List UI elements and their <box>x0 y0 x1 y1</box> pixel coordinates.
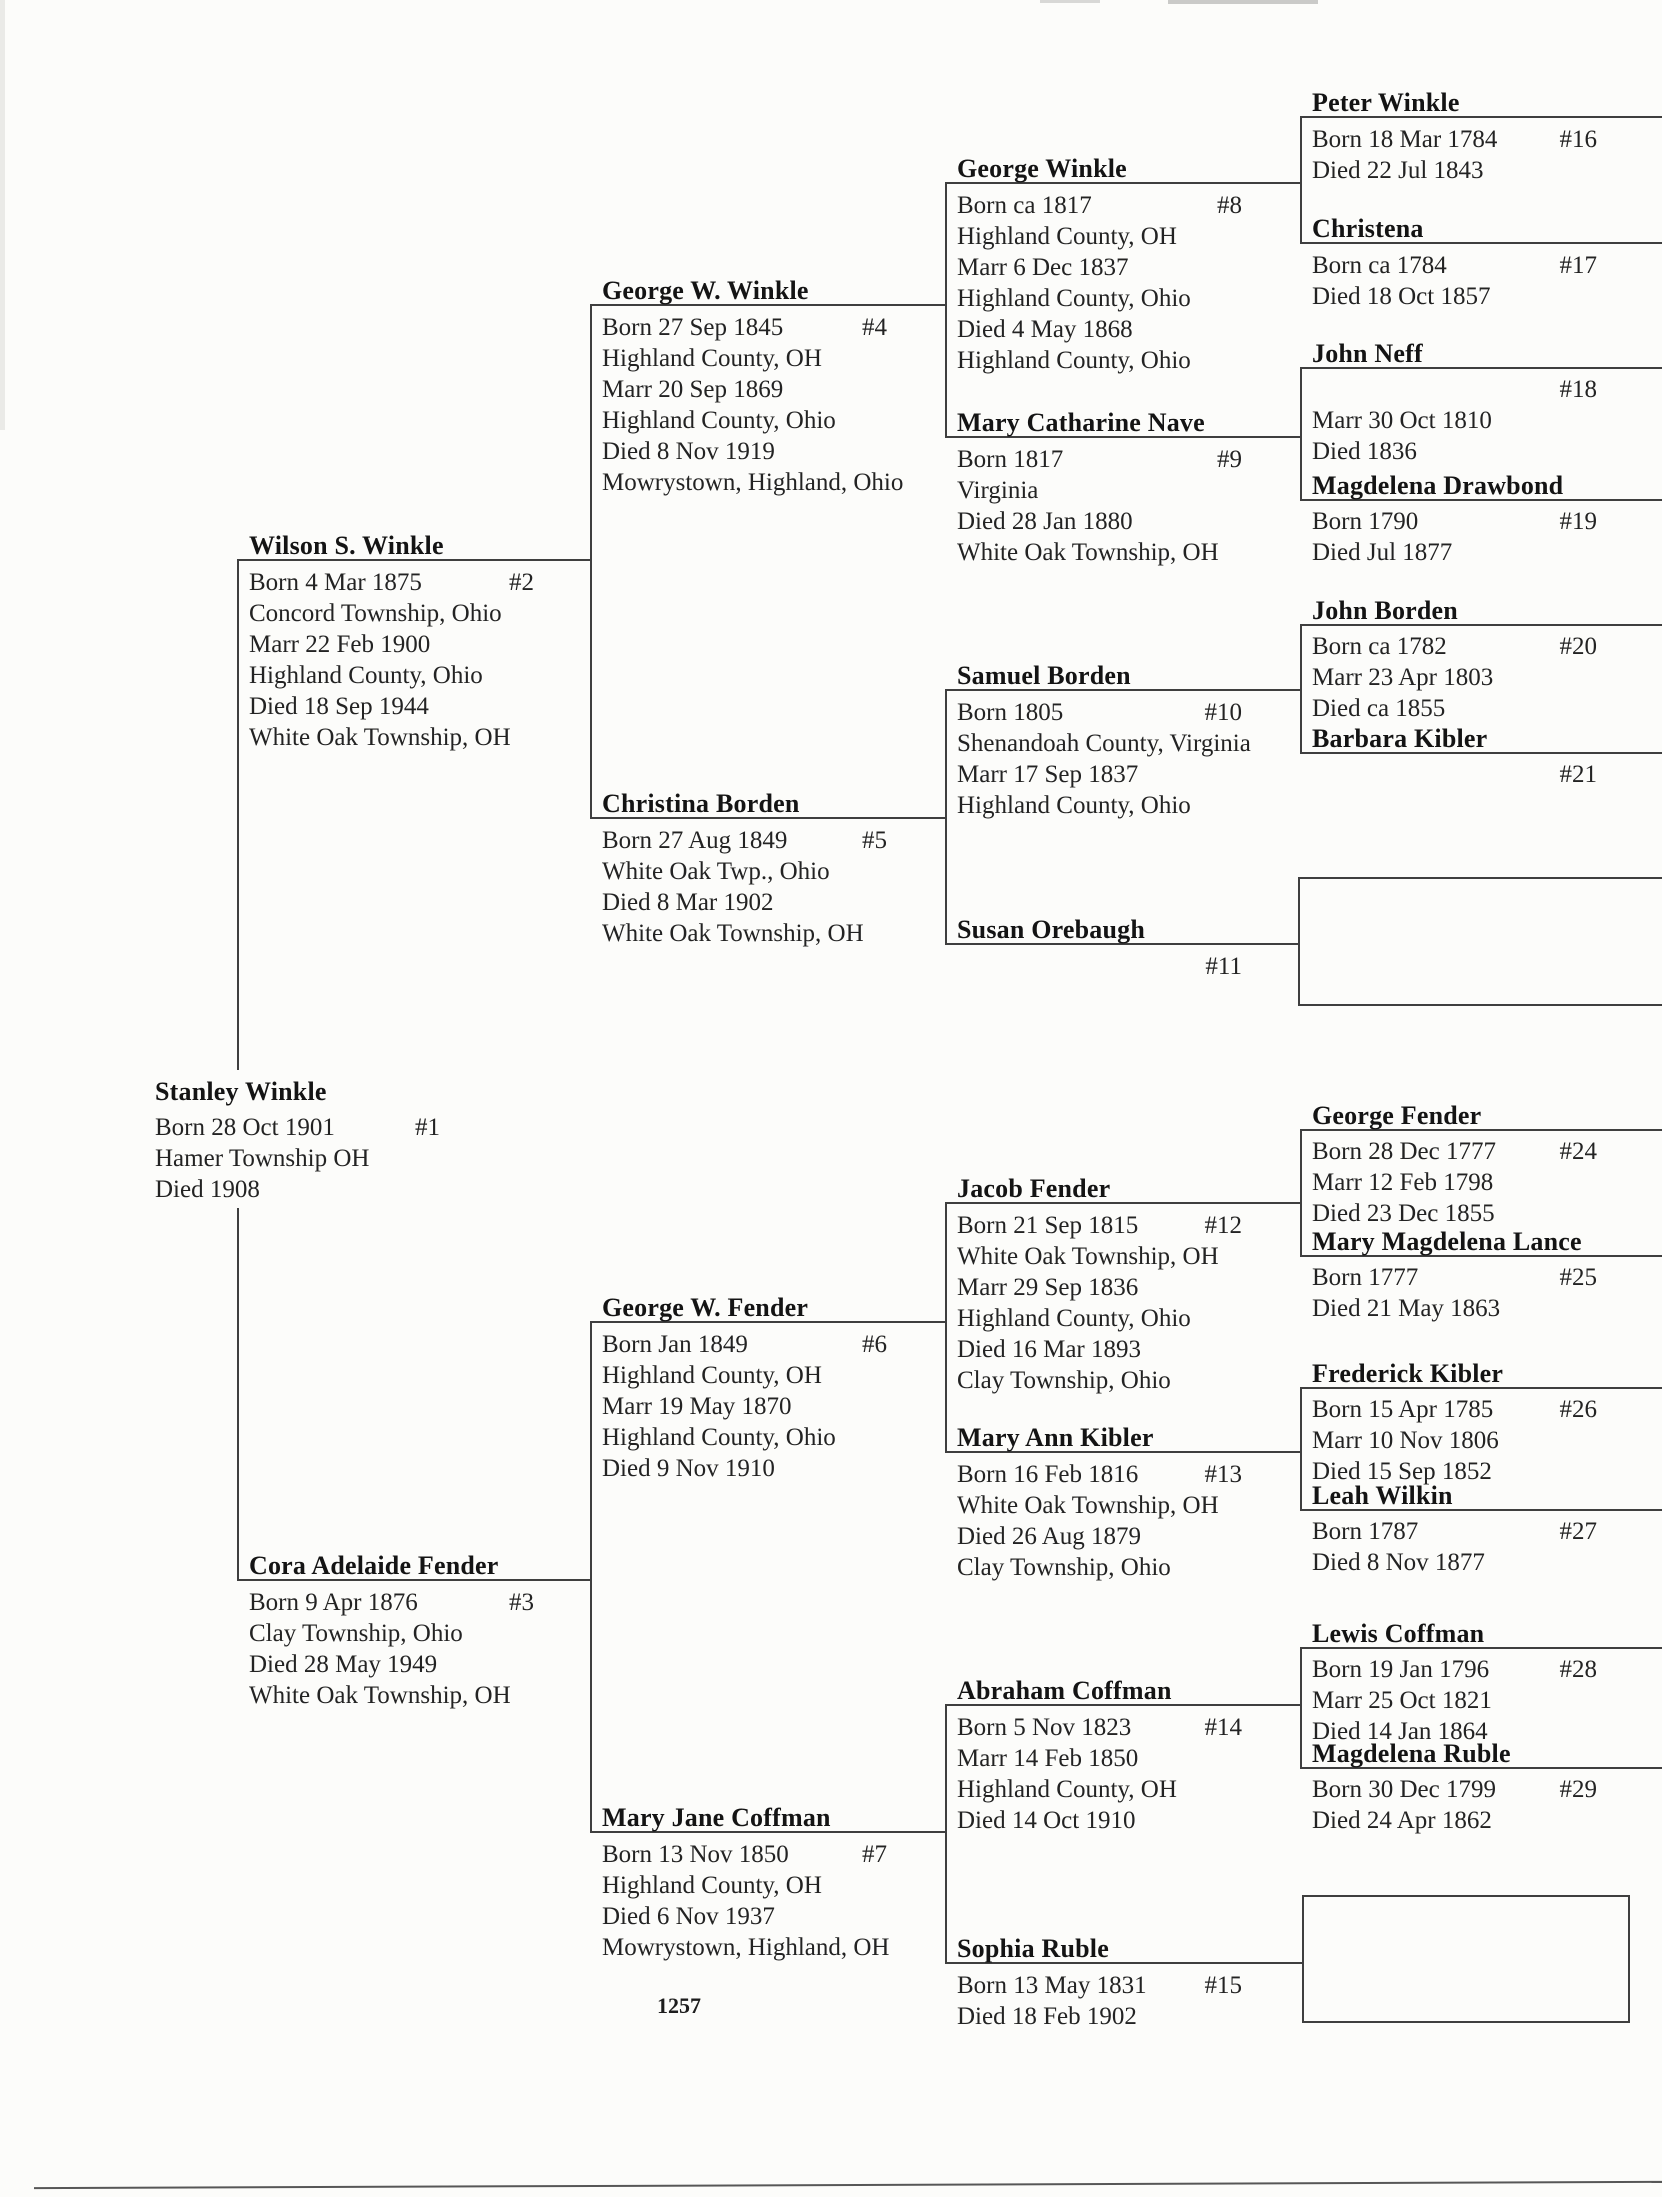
connector-gen3-winkle <box>590 304 592 819</box>
person-name-magdelena-drawbond: Magdelena Drawbond <box>1312 471 1564 500</box>
detail-text: Born 13 Nov 1850 <box>602 1841 789 1868</box>
connector-gen3-fender <box>590 1321 592 1833</box>
detail-line: Clay Township, Ohio <box>957 1554 1171 1581</box>
detail-line: White Oak Township, OH <box>249 1682 511 1709</box>
ancestor-number: #2 <box>509 569 534 596</box>
detail-line: White Oak Township, OH <box>249 724 511 751</box>
ancestor-number: #14 <box>1204 1714 1242 1741</box>
person-name-peter-winkle: Peter Winkle <box>1312 88 1460 117</box>
detail-line: Highland County, Ohio <box>602 1424 836 1451</box>
person-details-frederick-kibler <box>1312 1394 1597 1487</box>
person-details-stanley-winkle <box>155 1112 440 1205</box>
person-name-magdelena-ruble: Magdelena Ruble <box>1312 1739 1511 1768</box>
detail-text: Born 1790 <box>1312 508 1419 535</box>
detail-line: Died 18 Oct 1857 <box>1312 283 1491 310</box>
person-details-mary-jane-coffman <box>602 1839 890 1963</box>
detail-line: Died 16 Mar 1893 <box>957 1336 1141 1363</box>
detail-line: Highland County, OH <box>602 345 822 372</box>
detail-text: Born 28 Dec 1777 <box>1312 1138 1496 1165</box>
person-name-abraham-coffman: Abraham Coffman <box>957 1676 1172 1705</box>
detail-line: Virginia <box>957 477 1039 504</box>
detail-line: Marr 22 Feb 1900 <box>249 631 431 658</box>
connector-gen2 <box>237 559 239 1070</box>
empty-box-orebaugh-left <box>1298 877 1300 1006</box>
detail-line: Died 6 Nov 1937 <box>602 1903 775 1930</box>
detail-line: Died 18 Sep 1944 <box>249 693 429 720</box>
detail-line <box>957 1970 1242 2001</box>
detail-line: Died 24 Apr 1862 <box>1312 1807 1492 1834</box>
detail-line: Died 4 May 1868 <box>957 316 1133 343</box>
detail-line: Marr 12 Feb 1798 <box>1312 1169 1494 1196</box>
connector-gen5-4 <box>1300 1129 1302 1257</box>
person-details-cora-adelaide-fender <box>249 1587 534 1711</box>
person-name-george-w-fender: George W. Fender <box>602 1293 809 1322</box>
detail-text: Born 18 Mar 1784 <box>1312 126 1498 153</box>
detail-line: Died 21 May 1863 <box>1312 1295 1501 1322</box>
detail-line: Concord Township, Ohio <box>249 600 502 627</box>
person-details-sophia-ruble <box>957 1970 1242 2032</box>
ancestor-number: #6 <box>862 1331 887 1358</box>
detail-line <box>1312 374 1597 405</box>
detail-line: Died 9 Nov 1910 <box>602 1455 775 1482</box>
detail-line <box>602 1329 887 1360</box>
detail-line: Highland County, OH <box>602 1872 822 1899</box>
person-details-lewis-coffman <box>1312 1654 1597 1747</box>
detail-line <box>1312 759 1597 790</box>
person-name-wilson-s-winkle: Wilson S. Winkle <box>249 531 444 560</box>
person-details-george-fender <box>1312 1136 1597 1229</box>
ancestor-number: #12 <box>1204 1212 1242 1239</box>
detail-text: Born 16 Feb 1816 <box>957 1461 1139 1488</box>
detail-line: Highland County, OH <box>602 1362 822 1389</box>
detail-line: Died 8 Nov 1877 <box>1312 1549 1485 1576</box>
detail-line: White Oak Township, OH <box>957 1243 1219 1270</box>
detail-line: White Oak Township, OH <box>602 920 864 947</box>
person-details-john-neff <box>1312 374 1597 467</box>
ancestor-number: #8 <box>1217 192 1242 219</box>
detail-line: Hamer Township OH <box>155 1145 370 1172</box>
detail-line: Highland County, Ohio <box>957 285 1191 312</box>
detail-line <box>249 567 534 598</box>
connector-gen5-6 <box>1300 1647 1302 1769</box>
detail-line: Marr 10 Nov 1806 <box>1312 1427 1499 1454</box>
detail-line <box>1312 1516 1597 1547</box>
detail-line: Highland County, Ohio <box>957 792 1191 819</box>
connector-gen4-borden <box>945 689 947 945</box>
ancestor-number: #27 <box>1559 1518 1597 1545</box>
person-name-john-borden: John Borden <box>1312 596 1458 625</box>
detail-text: Born 27 Aug 1849 <box>602 827 788 854</box>
detail-line: Died 1908 <box>155 1176 260 1203</box>
person-details-leah-wilkin <box>1312 1516 1597 1578</box>
person-details-george-w-winkle <box>602 312 903 498</box>
ancestor-number: #10 <box>1204 699 1242 726</box>
connector-gen4-fender <box>945 1202 947 1453</box>
ancestor-number: #26 <box>1559 1396 1597 1423</box>
detail-line <box>1312 250 1597 281</box>
person-details-barbara-kibler <box>1312 759 1597 790</box>
person-details-susan-orebaugh <box>957 951 1242 982</box>
ancestor-number: #20 <box>1559 633 1597 660</box>
ancestor-number: #19 <box>1559 508 1597 535</box>
person-name-mary-magdelena-lance: Mary Magdelena Lance <box>1312 1227 1582 1256</box>
detail-line <box>957 697 1242 728</box>
ancestor-number: #5 <box>862 827 887 854</box>
person-details-magdelena-ruble <box>1312 1774 1597 1836</box>
ancestor-number: #17 <box>1559 252 1597 279</box>
person-name-mary-ann-kibler: Mary Ann Kibler <box>957 1423 1154 1452</box>
person-details-christena <box>1312 250 1597 312</box>
detail-line <box>1312 1654 1597 1685</box>
detail-line: Died 23 Dec 1855 <box>1312 1200 1495 1227</box>
person-name-george-winkle: George Winkle <box>957 154 1127 183</box>
connector-gen5-2 <box>1300 367 1302 501</box>
detail-line: Marr 6 Dec 1837 <box>957 254 1129 281</box>
detail-line: Highland County, Ohio <box>957 1305 1191 1332</box>
detail-text: Born ca 1782 <box>1312 633 1447 660</box>
ancestor-number: #7 <box>862 1841 887 1868</box>
ancestor-number: #3 <box>509 1589 534 1616</box>
person-name-mary-jane-coffman: Mary Jane Coffman <box>602 1803 831 1832</box>
detail-line: Highland County, OH <box>957 223 1177 250</box>
person-name-christena: Christena <box>1312 214 1424 243</box>
detail-line: Marr 14 Feb 1850 <box>957 1745 1139 1772</box>
detail-line: Died 14 Jan 1864 <box>1312 1718 1488 1745</box>
ancestor-number: #28 <box>1559 1656 1597 1683</box>
detail-line: Clay Township, Ohio <box>249 1620 463 1647</box>
detail-line: Died 8 Mar 1902 <box>602 889 774 916</box>
detail-text: Born ca 1784 <box>1312 252 1447 279</box>
detail-line: Marr 23 Apr 1803 <box>1312 664 1494 691</box>
detail-line: White Oak Township, OH <box>957 539 1219 566</box>
ancestor-number: #24 <box>1559 1138 1597 1165</box>
person-details-mary-ann-kibler <box>957 1459 1242 1583</box>
detail-text: Born ca 1817 <box>957 192 1092 219</box>
detail-line: Died 8 Nov 1919 <box>602 438 775 465</box>
person-details-jacob-fender <box>957 1210 1242 1396</box>
detail-line: Highland County, Ohio <box>602 407 836 434</box>
person-details-george-winkle <box>957 190 1242 376</box>
detail-text: Born 28 Oct 1901 <box>155 1114 335 1141</box>
detail-line: Highland County, OH <box>957 1776 1177 1803</box>
detail-line: Died 26 Aug 1879 <box>957 1523 1142 1550</box>
person-name-barbara-kibler: Barbara Kibler <box>1312 724 1488 753</box>
person-name-christina-borden: Christina Borden <box>602 789 800 818</box>
detail-line: Marr 19 May 1870 <box>602 1393 792 1420</box>
person-name-cora-adelaide-fender: Cora Adelaide Fender <box>249 1551 499 1580</box>
ancestor-number: #16 <box>1559 126 1597 153</box>
scan-artifact-top-smudge-2 <box>1040 0 1100 3</box>
person-details-abraham-coffman <box>957 1712 1242 1836</box>
person-name-john-neff: John Neff <box>1312 339 1423 368</box>
detail-line: Died ca 1855 <box>1312 695 1446 722</box>
person-name-sophia-ruble: Sophia Ruble <box>957 1934 1109 1963</box>
scan-artifact-bottom-line <box>34 2181 1662 2189</box>
detail-line <box>957 190 1242 221</box>
person-details-wilson-s-winkle <box>249 567 534 753</box>
person-details-magdelena-drawbond <box>1312 506 1597 568</box>
person-name-lewis-coffman: Lewis Coffman <box>1312 1619 1485 1648</box>
scan-artifact-top-smudge <box>1168 0 1318 4</box>
detail-line <box>249 1587 534 1618</box>
detail-line <box>1312 506 1597 537</box>
detail-line <box>602 312 887 343</box>
detail-line: Died 18 Feb 1902 <box>957 2003 1137 2030</box>
person-name-samuel-borden: Samuel Borden <box>957 661 1131 690</box>
ancestor-number: #15 <box>1204 1972 1242 1999</box>
detail-text: Born 15 Apr 1785 <box>1312 1396 1494 1423</box>
connector-gen4-winkle <box>945 182 947 438</box>
detail-line <box>602 1839 887 1870</box>
detail-line: Marr 17 Sep 1837 <box>957 761 1139 788</box>
person-name-george-fender: George Fender <box>1312 1101 1482 1130</box>
ancestor-number: #21 <box>1559 761 1597 788</box>
connector-gen4-coffman <box>945 1704 947 1964</box>
ancestor-number: #25 <box>1559 1264 1597 1291</box>
person-details-george-w-fender <box>602 1329 887 1484</box>
ancestor-number: #18 <box>1559 376 1597 403</box>
detail-text: Born 13 May 1831 <box>957 1972 1147 1999</box>
detail-text: Born 30 Dec 1799 <box>1312 1776 1496 1803</box>
detail-line: Died Jul 1877 <box>1312 539 1453 566</box>
detail-text: Born Jan 1849 <box>602 1331 748 1358</box>
person-name-frederick-kibler: Frederick Kibler <box>1312 1359 1504 1388</box>
person-name-jacob-fender: Jacob Fender <box>957 1174 1111 1203</box>
detail-line <box>1312 124 1597 155</box>
ancestor-number: #9 <box>1217 446 1242 473</box>
detail-line: Died 28 Jan 1880 <box>957 508 1133 535</box>
ancestor-number: #4 <box>862 314 887 341</box>
detail-line: Died 22 Jul 1843 <box>1312 157 1484 184</box>
detail-line: Died 1836 <box>1312 438 1417 465</box>
person-name-stanley-winkle: Stanley Winkle <box>155 1077 327 1106</box>
detail-line <box>1312 1136 1597 1167</box>
person-details-mary-catharine-nave <box>957 444 1242 568</box>
detail-line: Mowrystown, Highland, OH <box>602 1934 890 1961</box>
connector-gen5-5 <box>1300 1387 1302 1511</box>
detail-line <box>957 444 1242 475</box>
detail-line: Shenandoah County, Virginia <box>957 730 1251 757</box>
detail-line: Died 28 May 1949 <box>249 1651 438 1678</box>
ancestor-number: #1 <box>415 1114 440 1141</box>
detail-text: Born 9 Apr 1876 <box>249 1589 418 1616</box>
person-name-mary-catharine-nave: Mary Catharine Nave <box>957 408 1205 437</box>
connector-gen5-1 <box>1300 116 1302 244</box>
detail-line: White Oak Township, OH <box>957 1492 1219 1519</box>
empty-box-orebaugh-top <box>1298 877 1662 879</box>
person-name-leah-wilkin: Leah Wilkin <box>1312 1481 1453 1510</box>
detail-line: Died 14 Oct 1910 <box>957 1807 1136 1834</box>
detail-line: Marr 25 Oct 1821 <box>1312 1687 1492 1714</box>
detail-line <box>957 951 1242 982</box>
detail-line <box>1312 631 1597 662</box>
detail-line <box>1312 1394 1597 1425</box>
person-details-john-borden <box>1312 631 1597 724</box>
detail-line <box>155 1112 440 1143</box>
detail-line: Marr 30 Oct 1810 <box>1312 407 1492 434</box>
detail-line: Marr 20 Sep 1869 <box>602 376 784 403</box>
detail-text: Born 21 Sep 1815 <box>957 1212 1139 1239</box>
detail-line: Highland County, Ohio <box>957 347 1191 374</box>
person-name-susan-orebaugh: Susan Orebaugh <box>957 915 1146 944</box>
ancestor-number: #13 <box>1204 1461 1242 1488</box>
person-details-peter-winkle <box>1312 124 1597 186</box>
detail-line <box>957 1210 1242 1241</box>
ancestor-number: #29 <box>1559 1776 1597 1803</box>
detail-text: Born 1817 <box>957 446 1064 473</box>
scan-artifact-left-edge <box>0 0 5 430</box>
connector-gen2b <box>237 1208 239 1581</box>
empty-box-ruble-parents <box>1302 1895 1630 2023</box>
detail-text: Born 1805 <box>957 699 1064 726</box>
detail-text: Born 19 Jan 1796 <box>1312 1656 1490 1683</box>
detail-line: Highland County, Ohio <box>249 662 483 689</box>
detail-text: Born 5 Nov 1823 <box>957 1714 1132 1741</box>
person-details-samuel-borden <box>957 697 1251 821</box>
detail-line: White Oak Twp., Ohio <box>602 858 830 885</box>
detail-text: Born 1777 <box>1312 1264 1419 1291</box>
detail-text: Born 1787 <box>1312 1518 1419 1545</box>
detail-line <box>957 1459 1242 1490</box>
connector-gen5-3 <box>1300 624 1302 754</box>
empty-box-orebaugh-bottom <box>1298 1004 1662 1006</box>
detail-line: Clay Township, Ohio <box>957 1367 1171 1394</box>
detail-text: Born 4 Mar 1875 <box>249 569 422 596</box>
detail-line: Died 15 Sep 1852 <box>1312 1458 1492 1485</box>
detail-line <box>1312 1262 1597 1293</box>
detail-line: Mowrystown, Highland, Ohio <box>602 469 904 496</box>
person-name-george-w-winkle: George W. Winkle <box>602 276 809 305</box>
page-number: 1257 <box>657 1993 701 2018</box>
detail-text: Born 27 Sep 1845 <box>602 314 784 341</box>
detail-line: Marr 29 Sep 1836 <box>957 1274 1139 1301</box>
detail-line <box>602 825 887 856</box>
detail-line <box>957 1712 1242 1743</box>
person-details-christina-borden <box>602 825 887 949</box>
person-details-mary-magdelena-lance <box>1312 1262 1597 1324</box>
ancestor-number: #11 <box>1205 953 1242 980</box>
detail-line <box>1312 1774 1597 1805</box>
